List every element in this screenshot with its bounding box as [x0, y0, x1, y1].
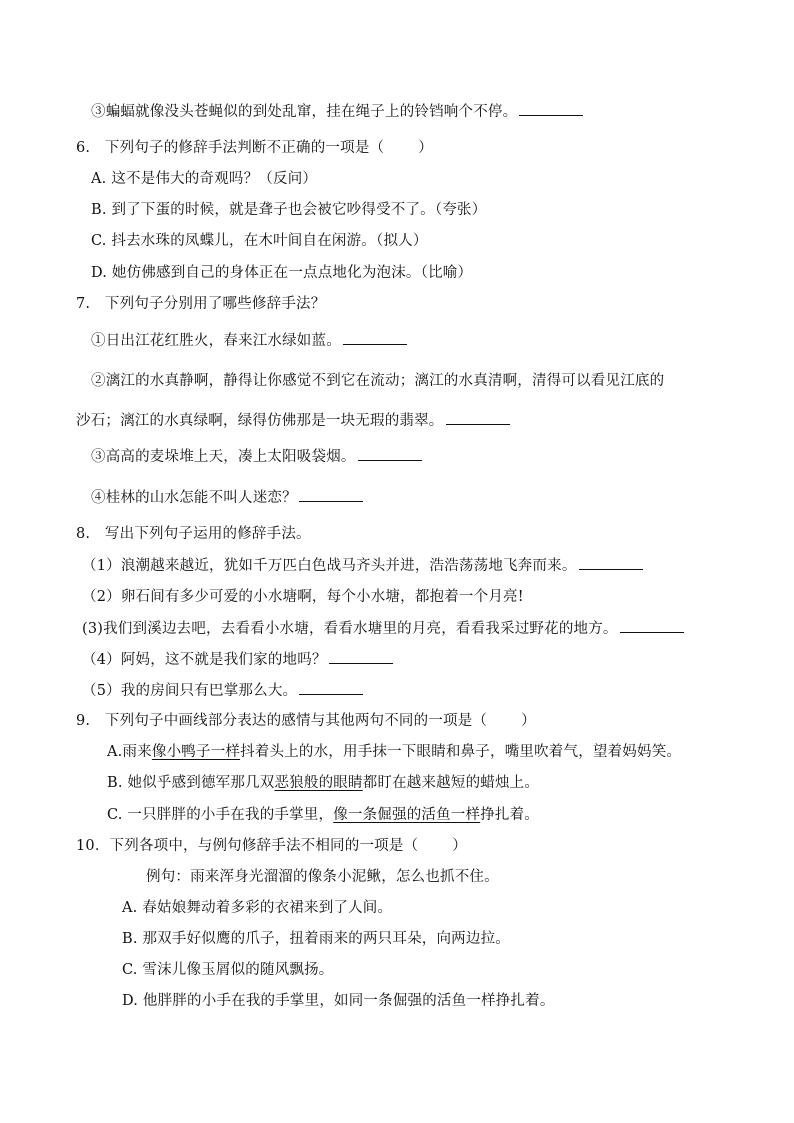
q5-item-3: ③蝙蝠就像没头苍蝇似的到处乱窜，挂在绳子上的铃铛响个不停。: [91, 101, 583, 122]
q6-option-d: D. 她仿佛感到自己的身体正在一点点地化为泡沫。（比喻）: [91, 265, 473, 281]
q10-option-d: D. 他胖胖的小手在我的手掌里，如同一条倔强的活鱼一样挣扎着。: [122, 993, 555, 1009]
question-8: 8. 写出下列句子运用的修辞手法。: [76, 526, 311, 542]
question-10: 10．下列各项中，与例句修辞手法不相同的一项是（ ）: [76, 838, 467, 854]
q9-option-b: B. 她似乎感到德军那几双恶狼般的眼睛都盯在越来越短的蜡烛上。: [107, 775, 540, 791]
q7-item-1: ①日出江花红胜火，春来江水绿如蓝。: [91, 330, 407, 351]
q8-item-2: （2）卵石间有多少可爱的小水塘啊，每个小水塘，都抱着一个月亮!: [82, 589, 524, 605]
question-6: 6. 下列句子的修辞手法判断不正确的一项是（ ）: [76, 140, 433, 156]
answer-blank[interactable]: [329, 649, 393, 664]
answer-blank[interactable]: [620, 618, 684, 633]
question-7: 7. 下列句子分别用了哪些修辞手法？: [76, 296, 326, 312]
q6-option-c: C. 抖去水珠的凤蝶儿，在木叶间自在闲游。（拟人）: [91, 233, 428, 249]
q10-option-c: C. 雪沫儿像玉屑似的随风飘扬。: [122, 962, 334, 978]
q9-option-c: C. 一只胖胖的小手在我的手掌里，像一条倔强的活鱼一样挣扎着。: [107, 807, 540, 823]
q7-item-2-line2: 沙石；漓江的水真绿啊，绿得仿佛那是一块无瑕的翡翠。: [76, 410, 510, 431]
q10-option-a: A. 春姑娘舞动着多彩的衣裙来到了人间。: [122, 900, 393, 916]
q10-example: 例句：雨来浑身光溜溜的像条小泥鳅，怎么也抓不住。: [146, 869, 499, 885]
answer-blank[interactable]: [343, 330, 407, 345]
q6-option-b: B. 到了下蛋的时候，就是聋子也会被它吵得受不了。（夸张）: [91, 202, 487, 218]
q8-item-4: （4）阿妈，这不就是我们家的地吗？: [82, 649, 393, 670]
answer-blank[interactable]: [579, 555, 643, 570]
answer-blank[interactable]: [299, 487, 363, 502]
q8-item-3: (3)我们到溪边去吧，去看看小水塘，看看水塘里的月亮，看看我采过野花的地方。: [82, 618, 684, 639]
q7-item-3: ③高高的麦垛堆上天，凑上太阳吸袋烟。: [91, 446, 422, 467]
q9-option-a: A.雨来像小鸭子一样抖着头上的水，用手抹一下眼睛和鼻子，嘴里吹着气，望着妈妈笑。: [107, 744, 682, 760]
answer-blank[interactable]: [519, 101, 583, 116]
answer-blank[interactable]: [299, 680, 363, 695]
q8-item-5: （5）我的房间只有巴掌那么大。: [82, 680, 363, 701]
q7-item-4: ④桂林的山水怎能不叫人迷恋？: [91, 487, 363, 508]
question-9: 9. 下列句子中画线部分表达的感情与其他两句不同的一项是（ ）: [76, 713, 536, 729]
q8-item-1: （1）浪潮越来越近，犹如千万匹白色战马齐头并进，浩浩荡荡地飞奔而来。: [82, 555, 643, 576]
q7-item-2-line1: ②漓江的水真静啊，静得让你感觉不到它在流动；漓江的水真清啊，清得可以看见江底的: [91, 373, 665, 389]
q6-option-a: A. 这不是伟大的奇观吗？（反问）: [91, 171, 318, 187]
answer-blank[interactable]: [358, 446, 422, 461]
q10-option-b: B. 那双手好似鹰的爪子，扭着雨来的两只耳朵，向两边拉。: [122, 931, 510, 947]
answer-blank[interactable]: [446, 410, 510, 425]
